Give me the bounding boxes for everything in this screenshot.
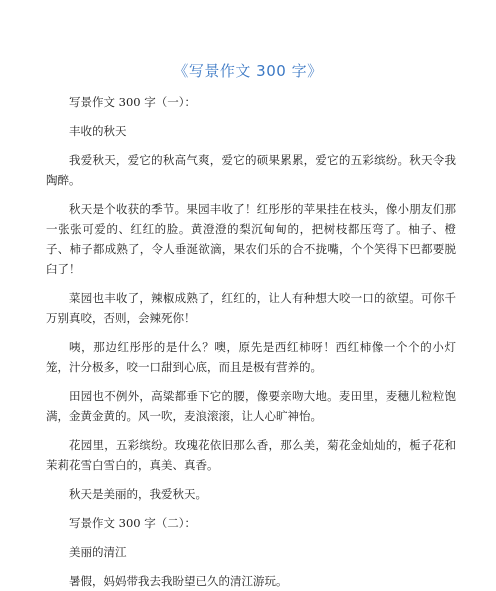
paragraph: 我爱秋天，爱它的秋高气爽，爱它的硕果累累，爱它的五彩缤纷。秋天令我陶醉。 — [46, 153, 456, 187]
paragraph: 秋天是美丽的，我爱秋天。 — [69, 487, 207, 501]
document-title: 《写景作文 300 字》 — [173, 62, 323, 80]
section-heading-2: 写景作文 300 字（二）： — [69, 516, 197, 530]
paragraph: 咦，那边红彤彤的是什么？噢，原先是西红柿呀！西红柿像一个个的小灯笼，汁分极多，咬一口甜到心底，而且是极有营养的。 — [46, 340, 456, 374]
essay-title-1: 丰收的秋天 — [69, 124, 127, 138]
essay-title-2: 美丽的清江 — [69, 545, 127, 559]
paragraph: 田园也不例外，高粱都垂下它的腰，像要亲吻大地。麦田里，麦穗儿粒粒饱满，金黄金黄的。风一吹，麦浪滚滚，让人心旷神怡。 — [46, 389, 456, 423]
section-heading-1: 写景作文 300 字（一）： — [69, 95, 197, 109]
paragraph: 暑假，妈妈带我去我盼望已久的清江游玩。 — [69, 574, 288, 588]
paragraph: 花园里，五彩缤纷。玫瑰花依旧那么香，那么美，菊花金灿灿的，栀子花和茉莉花雪白雪白的，真美、真香。 — [46, 438, 456, 472]
paragraph: 菜园也丰收了，辣椒成熟了，红红的，让人有种想大咬一口的欲望。可你千万别真咬，否则，会辣死你！ — [46, 291, 456, 325]
document-body — [46, 92, 456, 591]
paragraph: 秋天是个收获的季节。果园丰收了！红彤彤的苹果挂在枝头，像小朋友们那一张张可爱的、红红的脸。黄澄澄的梨沉甸甸的，把树枝都压弯了。柚子、橙子、柿子都成熟了，令人垂涎欲滴，果农们乐的合不拢嘴，个个笑得下巴都要脱臼了！ — [46, 202, 456, 276]
